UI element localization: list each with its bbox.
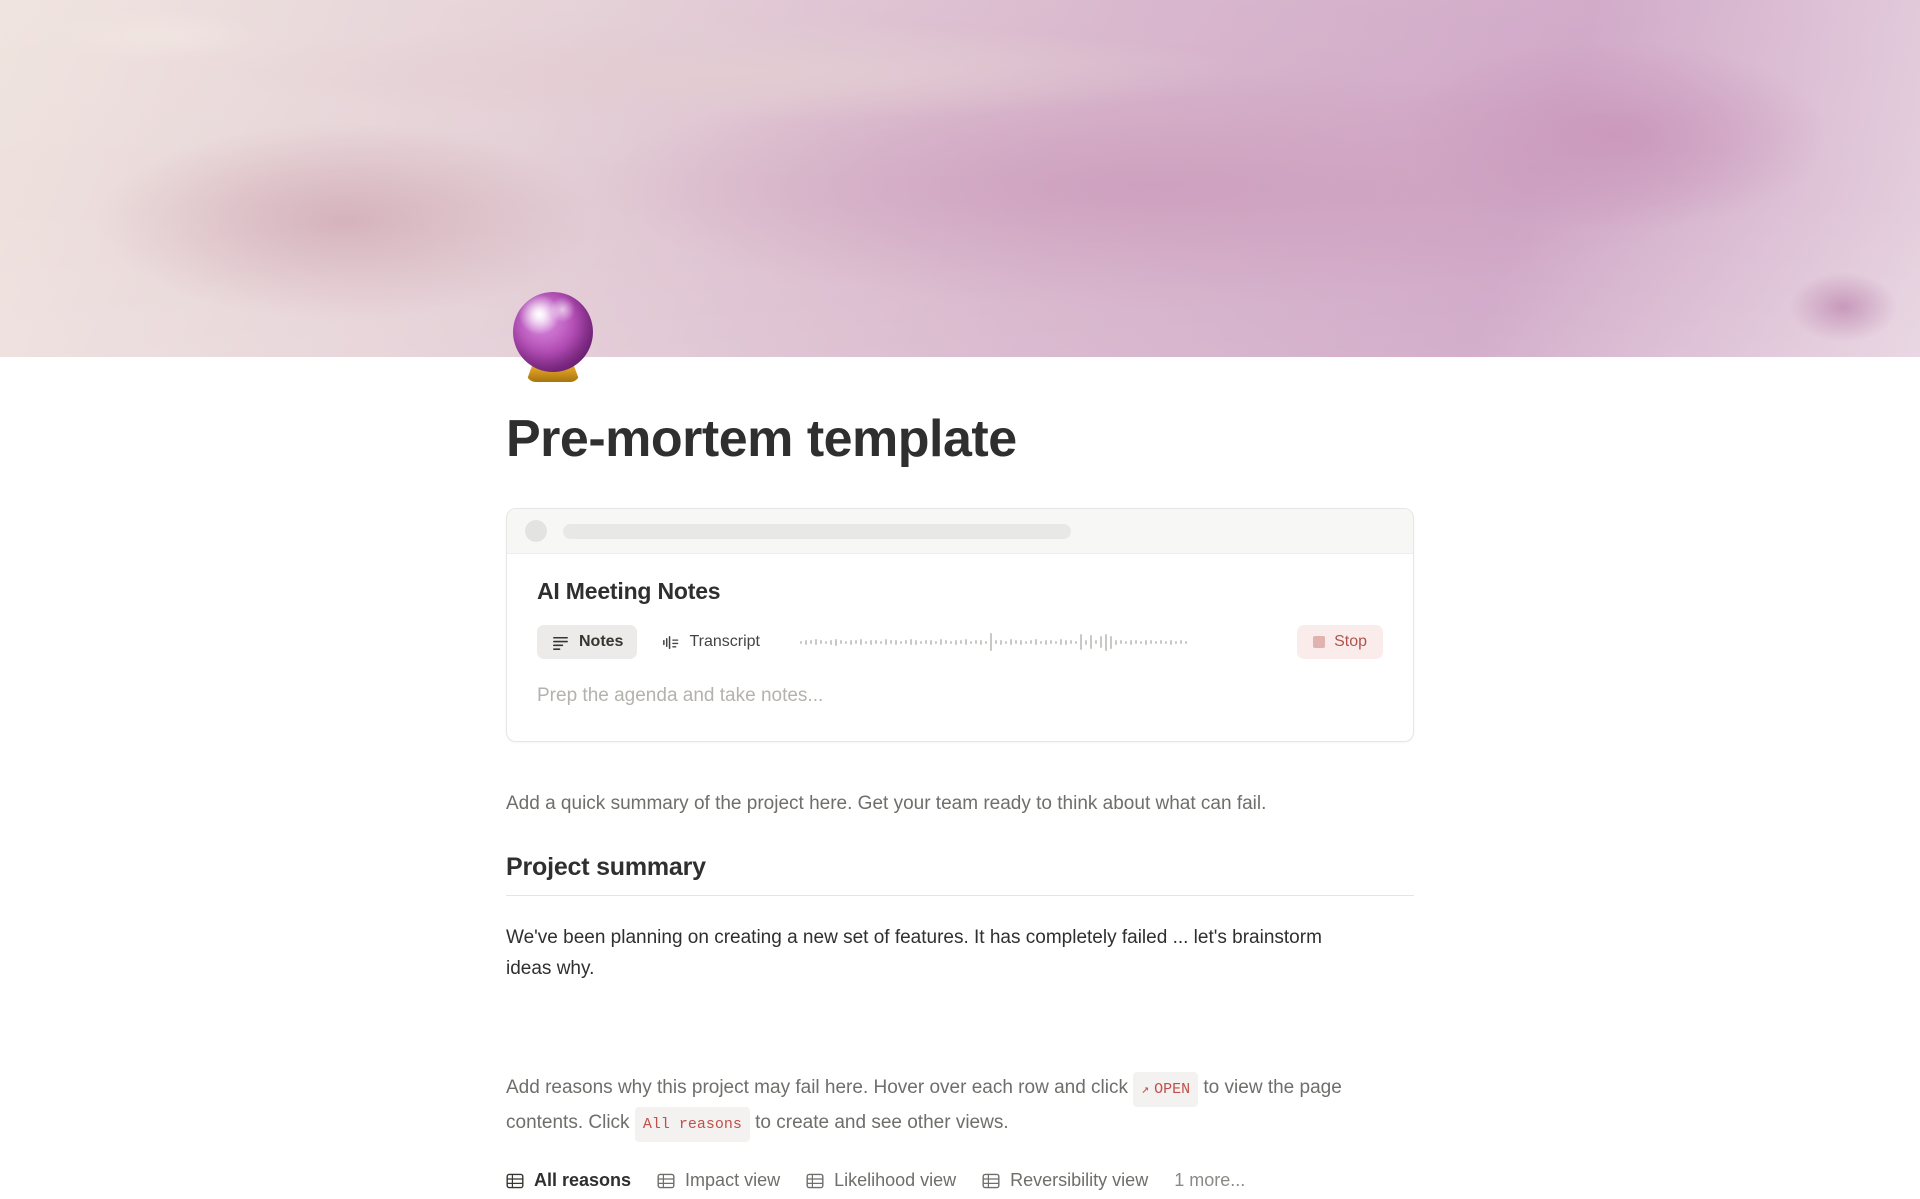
- ai-meeting-notes-title: AI Meeting Notes: [537, 578, 721, 604]
- open-chip[interactable]: [1133, 1072, 1198, 1107]
- waveform-bar: [900, 641, 902, 644]
- waveform-bar: [1185, 641, 1187, 644]
- waveform-bar: [935, 641, 937, 644]
- crystal-ball-graphic: [506, 290, 602, 386]
- view-tab-impact[interactable]: [657, 1170, 780, 1191]
- waveform-bar: [865, 641, 867, 644]
- waveform-bar: [1160, 640, 1162, 644]
- ai-meeting-notes-card[interactable]: [506, 508, 1414, 742]
- view-tab-reversibility[interactable]: [982, 1170, 1148, 1191]
- waveform-bar: [1150, 640, 1152, 644]
- waveform-bar: [850, 640, 852, 645]
- waveform-bar: [995, 640, 997, 644]
- waveform-bar: [1095, 640, 1097, 644]
- waveform-bar: [930, 640, 932, 645]
- waveform-bar: [1030, 640, 1032, 644]
- waveform-bar: [1120, 640, 1122, 644]
- avatar-placeholder: [525, 520, 547, 542]
- tab-transcript[interactable]: [647, 625, 774, 659]
- waveform-bar: [810, 640, 812, 644]
- waveform-bar: [840, 640, 842, 644]
- waveform-bar: [815, 639, 817, 645]
- waveform-bar: [1010, 639, 1012, 645]
- project-summary-body[interactable]: We've been planning on creating a new set of features. It has completely failed ... let's brainstorm ideas why.: [506, 927, 1322, 979]
- waveform-bar: [975, 640, 977, 644]
- waveform-bar: [1055, 641, 1057, 644]
- waveform-bar: [905, 640, 907, 644]
- reasons-paragraph-part2: to view the page contents. Click: [506, 1077, 1342, 1133]
- waveform-bar: [1155, 641, 1157, 644]
- waveform-bar: [955, 640, 957, 645]
- view-tab-impact-label: Impact view: [685, 1170, 781, 1190]
- database-view-tabs: [506, 1170, 1414, 1197]
- waveform-bar: [950, 641, 952, 644]
- reasons-paragraph-part1: Add reasons why this project may fail here. Hover over each row and click: [506, 1077, 1128, 1098]
- waveform-bar: [820, 640, 822, 644]
- waveform-bar: [1075, 641, 1077, 644]
- page-cover-image: [0, 0, 1920, 357]
- waveform-bar: [940, 639, 942, 645]
- ai-card-header-skeleton: [507, 509, 1413, 554]
- view-tab-likelihood-label: Likelihood view: [834, 1170, 957, 1190]
- notes-icon: [551, 633, 570, 652]
- ai-notes-input[interactable]: Prep the agenda and take notes...: [537, 685, 824, 706]
- waveform-bar: [1140, 641, 1142, 644]
- waveform-bar: [985, 641, 987, 644]
- waveform-bar: [925, 640, 927, 644]
- waveform-bar: [890, 640, 892, 644]
- waveform-bar: [1085, 640, 1087, 645]
- crystal-ball-icon[interactable]: [506, 290, 602, 386]
- all-reasons-chip-label: All reasons: [642, 1116, 742, 1133]
- waveform-bar: [945, 640, 947, 644]
- waveform-bar: [1040, 641, 1042, 644]
- table-grid-icon: [506, 1172, 524, 1190]
- waveform-bar: [1065, 640, 1067, 645]
- waveform-bar: [910, 639, 912, 645]
- view-tab-all-reasons-label: All reasons: [534, 1170, 632, 1190]
- waveform-bar: [835, 639, 837, 646]
- waveform-bar: [1170, 640, 1172, 645]
- ai-notes-toolbar: [537, 625, 1383, 659]
- skeleton-bar: [563, 524, 1071, 539]
- waveform-bar: [895, 640, 897, 645]
- page-content-column: [506, 409, 1414, 1197]
- view-tab-likelihood[interactable]: [806, 1170, 956, 1191]
- waveform-bar: [1125, 641, 1127, 644]
- all-reasons-chip[interactable]: [635, 1107, 750, 1142]
- tab-notes[interactable]: [537, 625, 637, 659]
- waveform-bar: [1025, 641, 1027, 644]
- waveform-bar: [1145, 640, 1147, 645]
- waveform-bar: [880, 641, 882, 644]
- waveform-bar: [870, 640, 872, 645]
- waveform-bar: [1110, 636, 1112, 649]
- waveform-bar: [1045, 640, 1047, 645]
- waveform-bar: [1100, 636, 1102, 648]
- reasons-paragraph-part3: to create and see other views.: [755, 1112, 1009, 1133]
- waveform-bar: [805, 640, 807, 645]
- waveform-bar: [800, 641, 802, 644]
- waveform-bar: [990, 633, 992, 651]
- waveform-bar: [1175, 641, 1177, 644]
- view-tabs-more-button[interactable]: 1 more...: [1174, 1170, 1246, 1190]
- stop-recording-button[interactable]: [1297, 625, 1383, 659]
- waveform-bar: [860, 639, 862, 645]
- waveform-bar: [970, 641, 972, 644]
- waveform-bar: [1005, 641, 1007, 644]
- waveform-bar: [845, 641, 847, 644]
- waveform-bar: [960, 640, 962, 644]
- reasons-paragraph: [506, 1072, 1411, 1142]
- waveform-bar: [855, 640, 857, 644]
- tab-notes-label: Notes: [579, 633, 624, 650]
- transcript-mic-icon: [661, 633, 680, 652]
- waveform-bar: [1035, 639, 1037, 645]
- waveform-bar: [1105, 634, 1107, 651]
- page-title[interactable]: Pre-mortem template: [506, 410, 1017, 468]
- waveform-bar: [1060, 639, 1062, 645]
- stop-square-icon: [1313, 636, 1325, 648]
- table-grid-icon: [657, 1172, 675, 1190]
- tab-transcript-label: Transcript: [689, 633, 760, 650]
- open-arrow-icon: ↗: [1141, 1082, 1150, 1097]
- crystal-ball-sphere: [513, 292, 593, 372]
- waveform-bar: [965, 639, 967, 645]
- waveform-bar: [885, 639, 887, 645]
- ai-card-body: [507, 554, 1413, 741]
- waveform-bar: [1050, 640, 1052, 644]
- open-chip-label: OPEN: [1154, 1081, 1191, 1098]
- waveform-bar: [1135, 640, 1137, 644]
- project-summary-heading: Project summary: [506, 853, 1414, 896]
- waveform-bar: [825, 641, 827, 644]
- view-tab-reversibility-label: Reversibility view: [1010, 1170, 1149, 1190]
- table-grid-icon: [806, 1172, 824, 1190]
- waveform-bar: [1000, 640, 1002, 645]
- waveform-bar: [1130, 640, 1132, 645]
- waveform-bar: [980, 640, 982, 645]
- waveform-bar: [875, 640, 877, 644]
- table-grid-icon: [982, 1172, 1000, 1190]
- waveform-bar: [830, 640, 832, 645]
- view-tab-all-reasons[interactable]: [506, 1170, 631, 1191]
- waveform-bar: [1015, 640, 1017, 644]
- waveform-bar: [1115, 640, 1117, 645]
- waveform-bar: [1180, 640, 1182, 644]
- intro-paragraph: Add a quick summary of the project here. Get your team ready to think about what can fail.: [506, 793, 1267, 814]
- waveform-bar: [1020, 640, 1022, 645]
- stop-button-label: Stop: [1334, 633, 1367, 650]
- page-body: [0, 409, 1920, 1197]
- waveform-bar: [1080, 634, 1082, 650]
- waveform-bar: [1070, 640, 1072, 644]
- waveform-bar: [1165, 641, 1167, 644]
- waveform-bar: [920, 641, 922, 644]
- waveform-bar: [1090, 635, 1092, 649]
- audio-waveform: [800, 629, 1275, 655]
- waveform-bar: [915, 640, 917, 645]
